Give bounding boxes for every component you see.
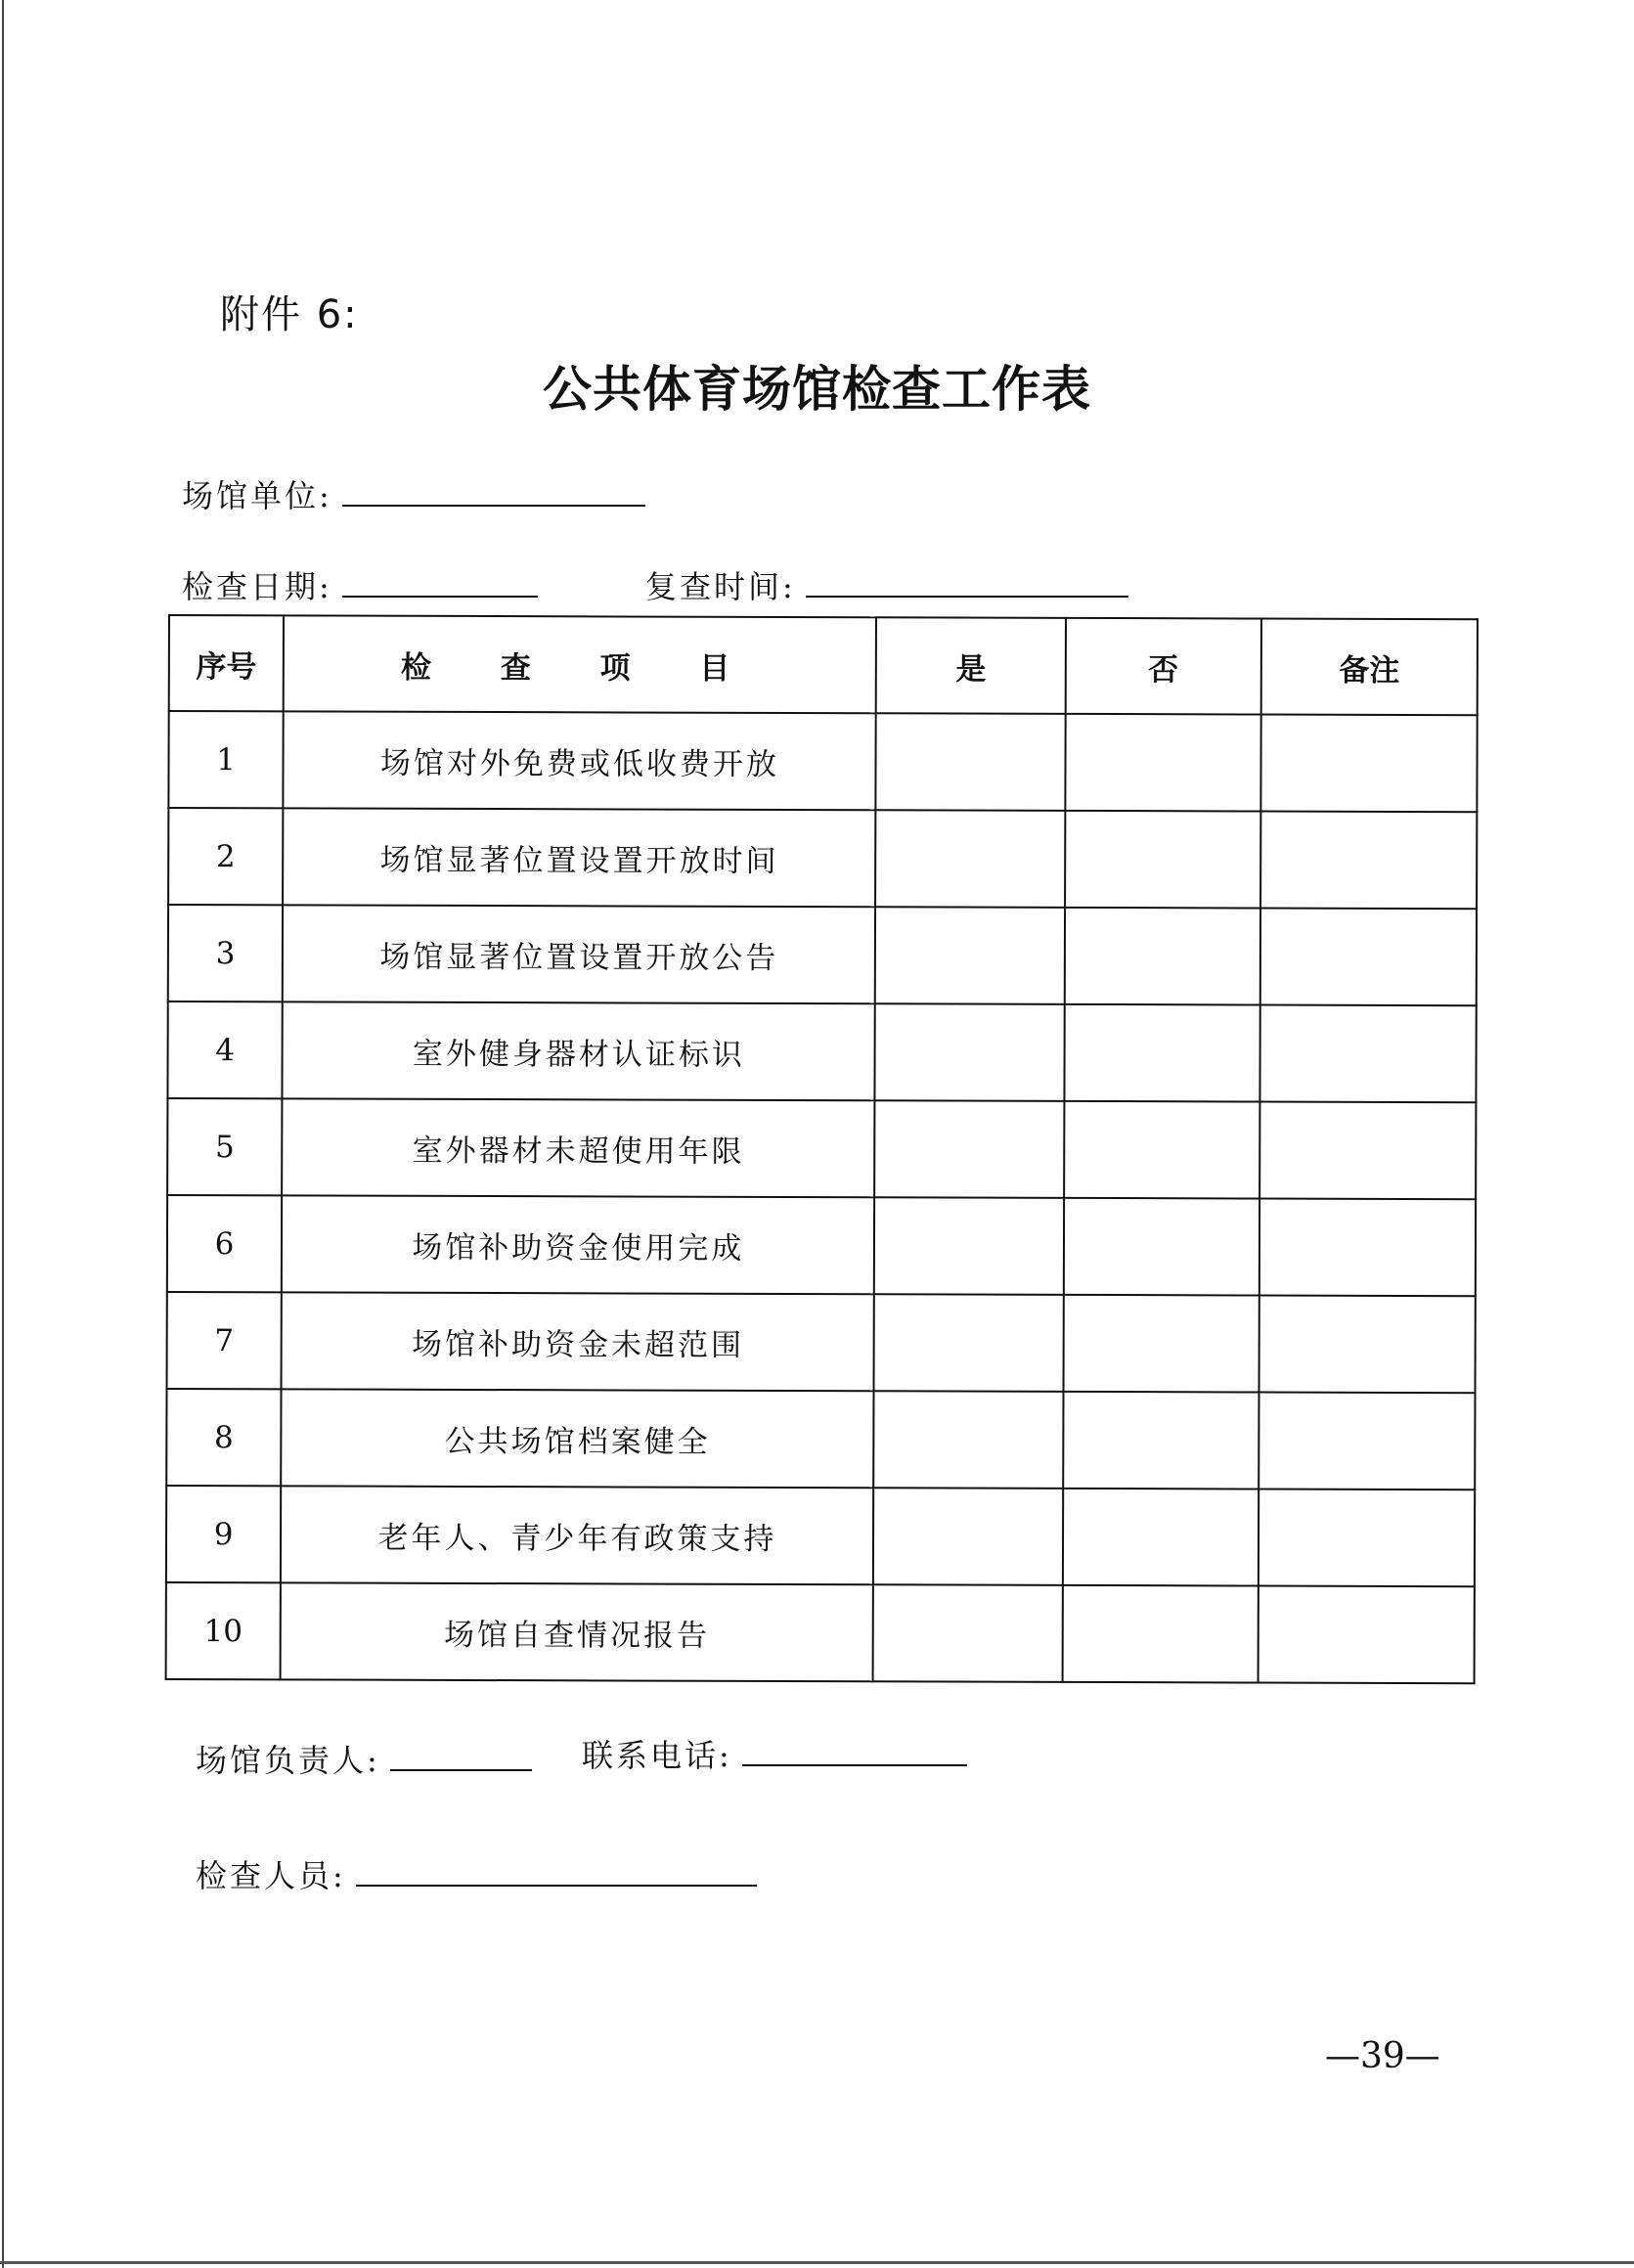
table-row: [168, 711, 1477, 812]
table-row: [167, 1195, 1476, 1296]
venue-unit-blank: [342, 475, 645, 507]
row-item: 场馆补助资金未超范围: [282, 1292, 875, 1391]
row-yes-cell[interactable]: [873, 1488, 1063, 1585]
row-remarks-cell[interactable]: [1259, 1393, 1475, 1490]
row-no-cell[interactable]: [1064, 1101, 1260, 1199]
venue-manager-field: [196, 1736, 532, 1781]
contact-phone-field: [582, 1731, 967, 1776]
row-number: 1: [168, 711, 283, 808]
row-no-cell[interactable]: [1063, 1295, 1259, 1393]
row-yes-cell[interactable]: [874, 1391, 1064, 1489]
row-remarks-cell[interactable]: [1260, 812, 1477, 910]
row-yes-cell[interactable]: [876, 713, 1066, 811]
row-no-cell[interactable]: [1064, 1004, 1260, 1102]
row-number: 8: [166, 1389, 281, 1486]
row-remarks-cell[interactable]: [1259, 1199, 1476, 1297]
row-remarks-cell[interactable]: [1259, 1005, 1476, 1103]
venue-manager-blank: [390, 1740, 532, 1771]
row-yes-cell[interactable]: [875, 1003, 1065, 1101]
row-number: 5: [167, 1098, 282, 1195]
inspector-blank: [356, 1855, 757, 1887]
header-no-answer: 否: [1065, 618, 1261, 715]
venue-unit-label: 场馆单位:: [182, 477, 332, 514]
table-row: [168, 905, 1477, 1005]
scan-edge-bottom: [0, 2261, 1634, 2264]
venue-unit-field: [182, 471, 645, 516]
row-no-cell[interactable]: [1064, 1198, 1260, 1296]
header-item: 检 查 项 目: [284, 615, 877, 713]
row-remarks-cell[interactable]: [1259, 1102, 1476, 1200]
row-number: 2: [168, 808, 283, 905]
row-number: 6: [167, 1195, 282, 1292]
row-number: 9: [166, 1486, 281, 1582]
scan-edge-left: [2, 0, 4, 2268]
row-item: 室外健身器材认证标识: [283, 1001, 876, 1100]
header-yes: 是: [876, 617, 1066, 714]
venue-manager-label: 场馆负责人:: [196, 1742, 380, 1779]
table-row: [166, 1389, 1475, 1490]
table-row: [166, 1582, 1475, 1683]
row-yes-cell[interactable]: [875, 907, 1065, 1004]
inspector-label: 检查人员:: [196, 1857, 346, 1894]
recheck-time-blank: [806, 566, 1128, 598]
table-row: [168, 808, 1477, 909]
row-item: 老年人、青少年有政策支持: [281, 1486, 874, 1584]
row-number: 3: [168, 905, 283, 1001]
table-row: [167, 1001, 1476, 1102]
row-remarks-cell[interactable]: [1259, 1490, 1475, 1587]
row-no-cell[interactable]: [1065, 811, 1261, 909]
row-remarks-cell[interactable]: [1259, 1296, 1475, 1394]
table-header-row: [169, 615, 1478, 715]
row-item: 室外器材未超使用年限: [282, 1098, 875, 1197]
row-item: 场馆补助资金使用完成: [282, 1195, 875, 1294]
row-item: 场馆对外免费或低收费开放: [284, 711, 877, 810]
row-remarks-cell[interactable]: [1259, 1586, 1475, 1684]
row-number: 7: [167, 1292, 282, 1389]
row-yes-cell[interactable]: [876, 810, 1066, 908]
inspector-field: [196, 1851, 757, 1896]
row-no-cell[interactable]: [1063, 1489, 1259, 1586]
row-item: 公共场馆档案健全: [281, 1389, 874, 1488]
recheck-time-field: [645, 562, 1128, 607]
row-no-cell[interactable]: [1063, 1392, 1259, 1490]
row-yes-cell[interactable]: [873, 1584, 1063, 1682]
recheck-time-label: 复查时间:: [645, 568, 796, 605]
check-date-field: [182, 562, 538, 607]
row-remarks-cell[interactable]: [1260, 715, 1477, 813]
header-remarks: 备注: [1261, 619, 1478, 716]
contact-phone-label: 联系电话:: [582, 1737, 732, 1774]
table-row: [166, 1486, 1475, 1586]
document-title: 公共体育场馆检查工作表: [543, 360, 1091, 418]
row-number: 10: [166, 1582, 281, 1679]
inspection-table: [165, 614, 1479, 1684]
table-row: [167, 1098, 1476, 1199]
row-yes-cell[interactable]: [874, 1294, 1064, 1392]
contact-phone-blank: [742, 1735, 967, 1766]
row-item: 场馆自查情况报告: [281, 1582, 874, 1681]
row-no-cell[interactable]: [1065, 908, 1261, 1005]
row-item: 场馆显著位置设置开放时间: [283, 808, 876, 907]
row-item: 场馆显著位置设置开放公告: [283, 905, 876, 1003]
row-remarks-cell[interactable]: [1260, 909, 1477, 1006]
table-row: [167, 1292, 1476, 1393]
row-no-cell[interactable]: [1065, 714, 1261, 812]
check-date-label: 检查日期:: [182, 568, 332, 605]
page-number: —39—: [1325, 2036, 1440, 2076]
header-no: 序号: [169, 615, 284, 711]
check-date-blank: [342, 566, 538, 598]
row-yes-cell[interactable]: [875, 1100, 1065, 1198]
attachment-label: 附件 6:: [220, 292, 359, 337]
row-yes-cell[interactable]: [874, 1197, 1064, 1295]
row-no-cell[interactable]: [1062, 1585, 1259, 1683]
row-number: 4: [167, 1001, 282, 1098]
